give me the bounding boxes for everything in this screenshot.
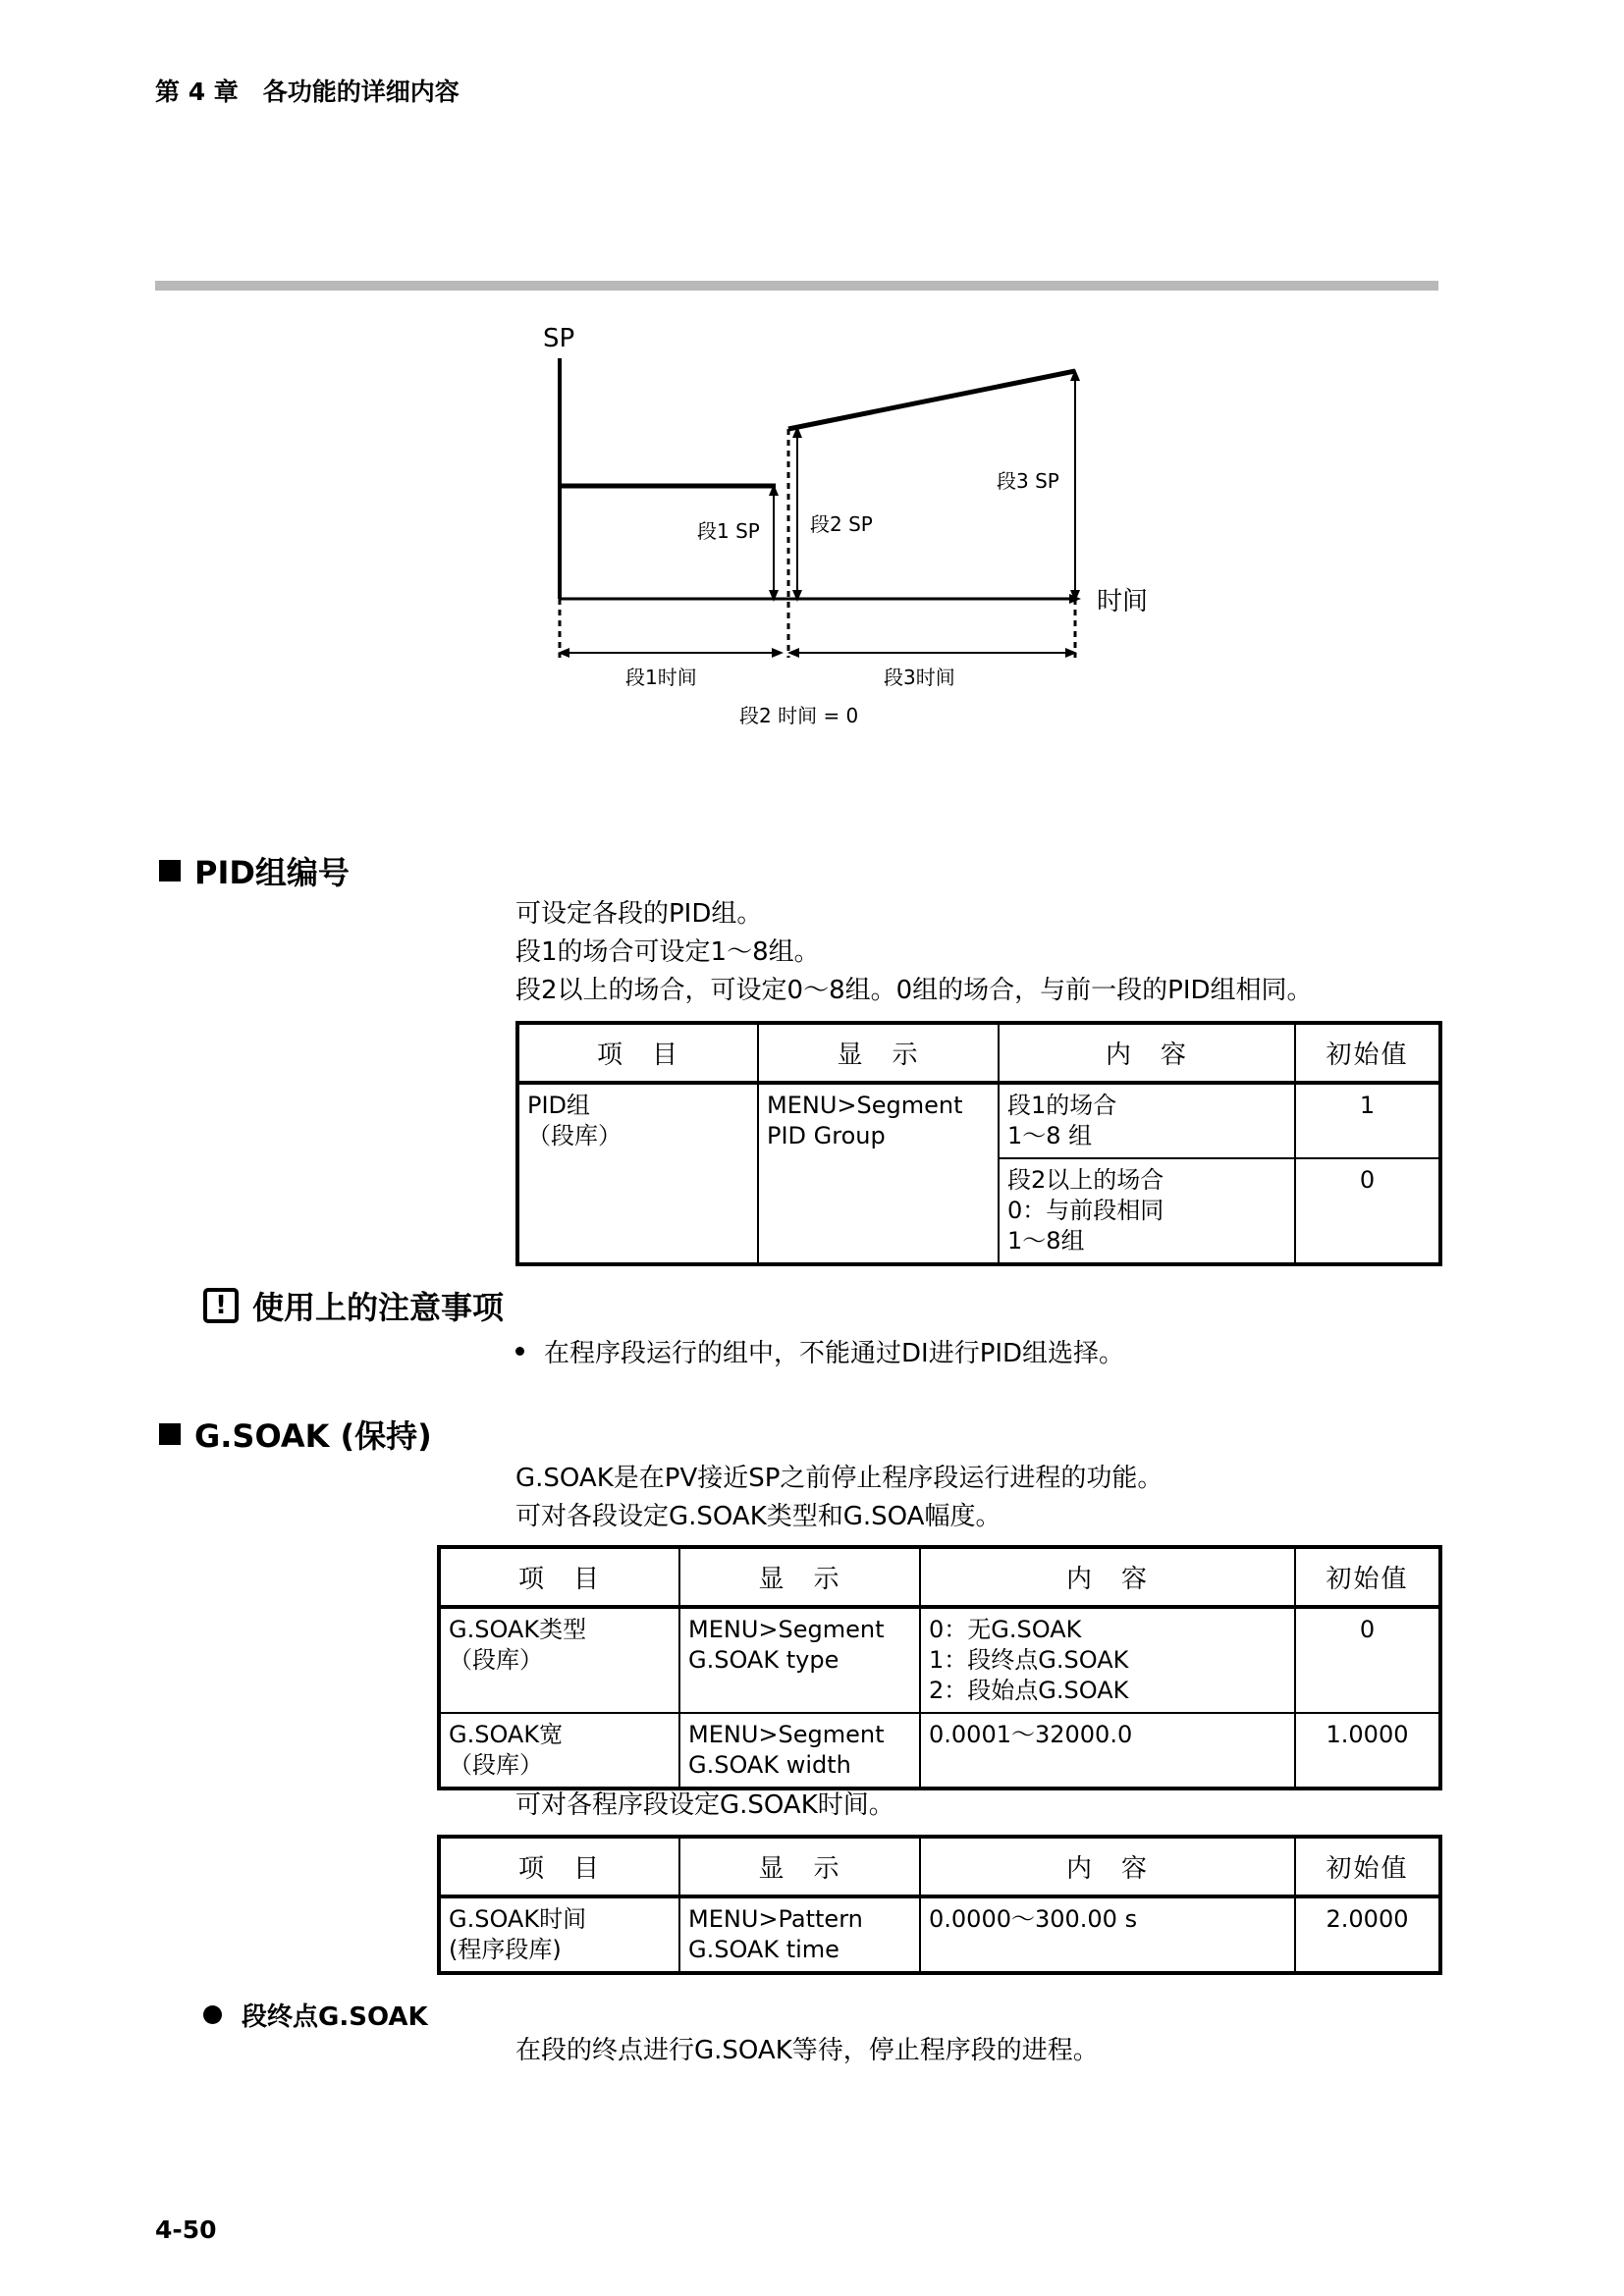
pid-line: 可设定各段的PID组。	[515, 899, 763, 929]
table-cell-content: 段1的场合 1～8 组	[999, 1083, 1295, 1158]
gsoak-table	[437, 1545, 1442, 1790]
time-axis-label: 时间	[1097, 587, 1149, 616]
table-cell-display: MENU>Segment G.SOAK type	[679, 1607, 920, 1713]
caution-icon: !	[203, 1288, 239, 1323]
pid-section-heading	[159, 848, 350, 893]
header-content: 内 容	[920, 1837, 1295, 1896]
table-cell-content: 0.0001～32000.0	[920, 1713, 1295, 1789]
table-cell-display: MENU>Segment G.SOAK width	[679, 1713, 920, 1789]
square-bullet-icon	[159, 1423, 181, 1445]
table-cell-initial: 0	[1295, 1158, 1440, 1264]
table-cell-content: 段2以上的场合 0：与前段相同 1～8组	[999, 1158, 1295, 1264]
table-cell-initial: 1	[1295, 1083, 1440, 1158]
gsoak-section-title: G.SOAK (保持)	[194, 1417, 432, 1455]
gsoak-section-heading	[159, 1412, 432, 1457]
seg3-sp-label: 段3 SP	[997, 469, 1059, 493]
header-initial: 初始值	[1295, 1547, 1440, 1607]
pid-line: 段1的场合可设定1～8组。	[515, 937, 820, 967]
seg3-ramp-line	[788, 371, 1075, 429]
header-initial: 初始值	[1295, 1837, 1440, 1896]
caution-heading	[203, 1283, 504, 1328]
header-rule	[155, 281, 1438, 291]
seg2-sp-label: 段2 SP	[810, 512, 873, 536]
square-bullet-icon	[159, 860, 181, 881]
seg2-time-label: 段2 时间 = 0	[739, 704, 859, 727]
seg1-time-label: 段1时间	[625, 666, 697, 689]
endpoint-title: 段终点G.SOAK	[242, 2002, 428, 2032]
pid-section-title: PID组编号	[194, 854, 350, 891]
header-display: 显 示	[758, 1023, 999, 1083]
caution-item: 在程序段运行的组中，不能通过DI进行PID组选择。	[515, 1333, 1124, 1369]
table-cell-content: 0.0000～300.00 s	[920, 1896, 1295, 1973]
bullet-icon	[515, 1347, 524, 1356]
gsoak-line: 可对各段设定G.SOAK类型和G.SOA幅度。	[515, 1502, 1001, 1531]
page-number: 4-50	[155, 2216, 217, 2244]
endpoint-text: 在段的终点进行G.SOAK等待，停止程序段的进程。	[515, 2036, 1099, 2065]
table-row	[439, 1713, 1440, 1789]
gsoak-line: G.SOAK是在PV接近SP之前停止程序段运行进程的功能。	[515, 1464, 1164, 1493]
header-display: 显 示	[679, 1837, 920, 1896]
table-cell-item: G.SOAK类型 （段库）	[439, 1607, 679, 1713]
table-cell-display: MENU>Segment PID Group	[758, 1083, 999, 1264]
table-cell-item: PID组 （段库）	[517, 1083, 758, 1264]
header-item: 项 目	[517, 1023, 758, 1083]
header-content: 内 容	[999, 1023, 1295, 1083]
table-cell-initial: 0	[1295, 1607, 1440, 1713]
pid-line: 段2以上的场合，可设定0～8组。0组的场合，与前一段的PID组相同。	[515, 976, 1313, 1005]
table-cell-content: 0：无G.SOAK 1：段终点G.SOAK 2：段始点G.SOAK	[920, 1607, 1295, 1713]
table-cell-display: MENU>Pattern G.SOAK time	[679, 1896, 920, 1973]
table-cell-initial: 2.0000	[1295, 1896, 1440, 1973]
endpoint-heading	[203, 1997, 428, 2033]
table-row	[439, 1607, 1440, 1713]
gsoak-time-table	[437, 1835, 1442, 1975]
sp-time-diagram	[511, 319, 1159, 741]
header-initial: 初始值	[1295, 1023, 1440, 1083]
gsoak-time-intro: 可对各程序段设定G.SOAK时间。	[515, 1790, 894, 1820]
header-item: 项 目	[439, 1837, 679, 1896]
header-display: 显 示	[679, 1547, 920, 1607]
seg3-time-label: 段3时间	[884, 666, 955, 689]
gsoak-description	[515, 1460, 1163, 1536]
header-content: 内 容	[920, 1547, 1295, 1607]
table-cell-item: G.SOAK时间 (程序段库)	[439, 1896, 679, 1973]
pid-description	[515, 895, 1313, 1010]
seg1-sp-label: 段1 SP	[697, 519, 760, 543]
table-cell-item: G.SOAK宽 （段库）	[439, 1713, 679, 1789]
chapter-header: 第 4 章 各功能的详细内容	[155, 78, 460, 106]
pid-table	[515, 1021, 1442, 1266]
table-row	[439, 1896, 1440, 1973]
circle-bullet-icon	[203, 2005, 222, 2024]
caution-title: 使用上的注意事项	[252, 1289, 505, 1326]
header-item: 项 目	[439, 1547, 679, 1607]
table-cell-initial: 1.0000	[1295, 1713, 1440, 1789]
sp-axis-label: SP	[543, 324, 575, 353]
